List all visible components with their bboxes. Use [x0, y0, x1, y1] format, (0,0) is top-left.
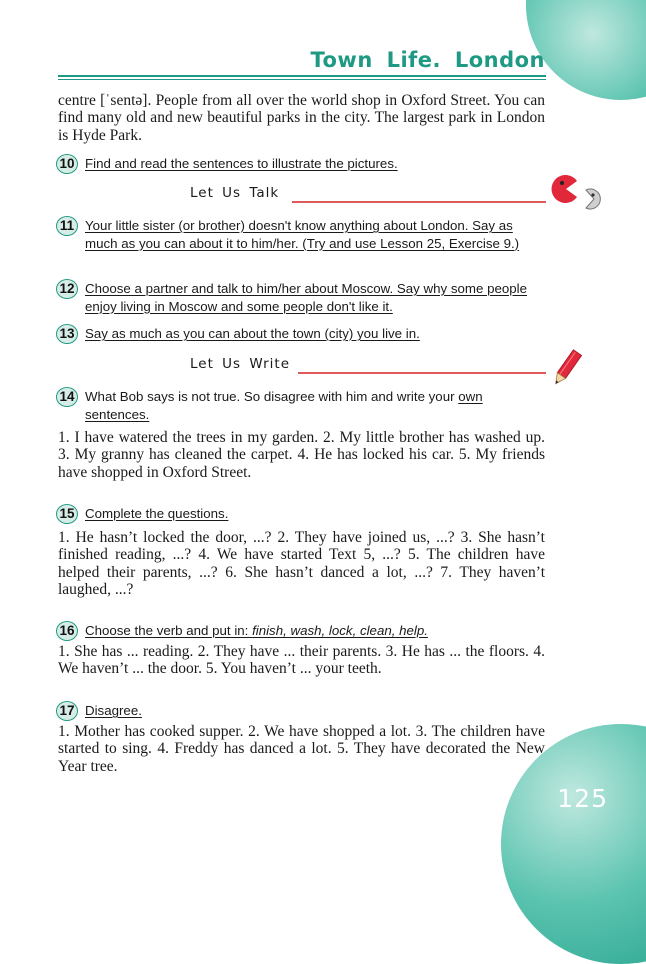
exercise-12 — [56, 280, 546, 315]
exercise-13 — [56, 325, 546, 343]
section-title: Let Us Write — [190, 356, 291, 372]
exercise-14 — [56, 388, 546, 423]
exercise-instruction: Find and read the sentences to illustrate the pictures. — [85, 156, 398, 171]
exercise-instruction: Complete the questions. — [85, 506, 229, 521]
pencil-icon — [548, 347, 584, 391]
exercise-instruction: Your little sister (or brother) doesn't know anything about London. Say as much as you can about it to him/her. (Try and use Lesson 25, Exercise 9.) — [85, 218, 520, 251]
page-number: 125 — [557, 784, 608, 813]
intro-paragraph: centre [ˈsentə]. People from all over the world shop in Oxford Street. You can find many old and new beautiful parks in the city. The largest park in London is Hyde Park. — [58, 92, 545, 144]
exercise-15 — [56, 505, 546, 523]
exercise-16 — [56, 622, 546, 640]
exercise-instruction: Choose a partner and talk to him/her about Moscow. Say why some people enjoy living in Moscow and some people don't like it. — [85, 281, 527, 314]
exercise-number: 15 — [56, 504, 78, 524]
exercise-14-body: 1. I have watered the trees in my garden. 2. My little brother has washed up. 3. My granny has cleaned the carpet. 4. He has locked his car. 5. My friends have shopped in Oxford Street. — [58, 429, 545, 481]
exercise-instruction: Disagree. — [85, 703, 142, 718]
exercise-number: 10 — [56, 154, 78, 174]
exercise-word-list: finish, wash, lock, clean, help. — [252, 623, 428, 638]
section-let-us-talk — [58, 185, 546, 205]
title-underline — [58, 75, 546, 77]
pacman-icon — [548, 175, 608, 215]
exercise-instruction-underlined: own sentences. — [85, 389, 483, 422]
exercise-number: 13 — [56, 324, 78, 344]
exercise-instruction: Say as much as you can about the town (city) you live in. — [85, 326, 420, 341]
exercise-17-body: 1. Mother has cooked supper. 2. We have shopped a lot. 3. The children have started to sing. 4. Freddy has danced a lot. 5. They have decorated the New Year tree. — [58, 723, 545, 775]
exercise-11 — [56, 217, 546, 252]
exercise-17 — [56, 702, 546, 720]
exercise-number: 11 — [56, 216, 78, 236]
section-title: Let Us Talk — [190, 185, 280, 201]
exercise-number: 12 — [56, 279, 78, 299]
exercise-number: 16 — [56, 621, 78, 641]
exercise-15-body: 1. He hasn’t locked the door, ...? 2. They have joined us, ...? 3. She hasn’t finished reading, ...? 4. We have started Text 5, ...? 5. The children have helped their parents, ...? 6. She hasn’t danced a lot, ...? 7. They haven’t laughed, ...? — [58, 529, 545, 599]
exercise-instruction: What Bob says is not true. So disagree with him and write your — [85, 389, 459, 404]
exercise-number: 17 — [56, 701, 78, 721]
section-rule — [298, 372, 546, 374]
exercise-instruction: Choose the verb and put in: — [85, 623, 253, 638]
exercise-number: 14 — [56, 387, 78, 407]
exercise-10 — [56, 155, 546, 173]
title-underline-thin — [58, 79, 546, 80]
exercise-16-body: 1. She has ... reading. 2. They have ... their parents. 3. He has ... the floors. 4. We haven’t ... the door. 5. You haven’t ... your teeth. — [58, 643, 545, 678]
section-let-us-write — [58, 356, 546, 376]
section-rule — [292, 201, 546, 203]
page-title: Town Life. London — [310, 48, 545, 72]
